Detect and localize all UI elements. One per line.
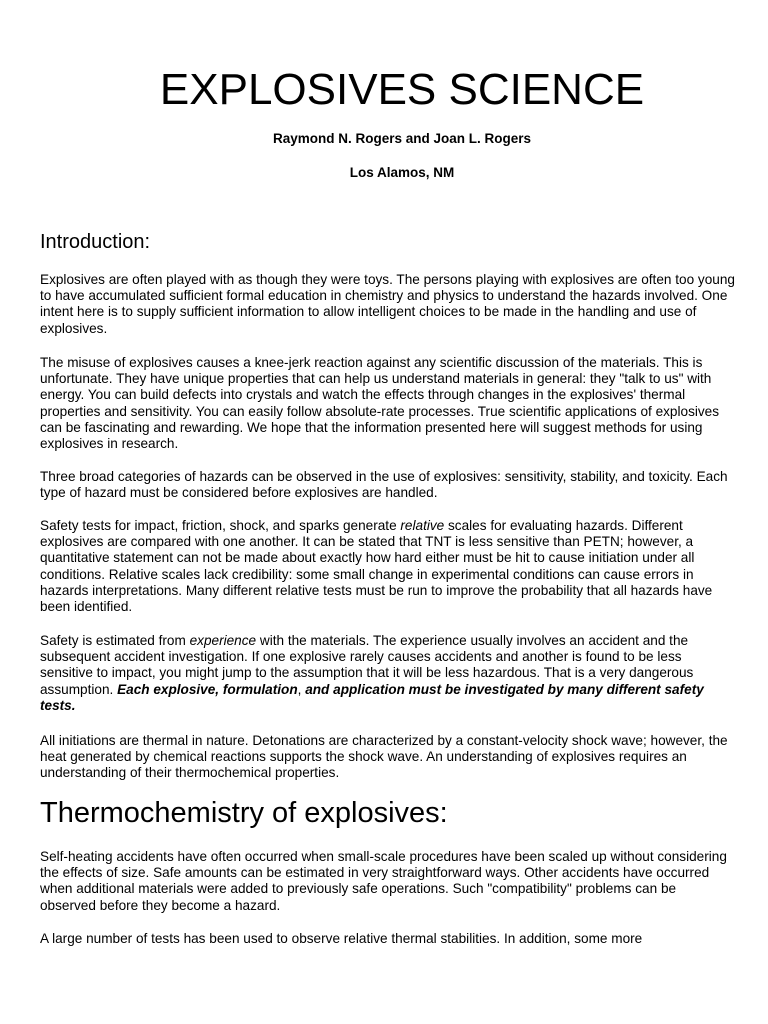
paragraph-text: Explosives are often played with as though they were toys. The persons playing with explosives are often too young to have accumulated sufficient formal education in chemistry and physics to understand the hazards involved. One intent here is to supply sufficient information to allow intelligent choices to be made in the handling and use of explosives. xyxy=(40,272,735,336)
paragraph xyxy=(40,633,735,714)
text-span: , xyxy=(297,681,306,697)
introduction-heading: Introduction: xyxy=(40,231,151,253)
document-title: EXPLOSIVES SCIENCE xyxy=(159,65,645,114)
text-span: with the materials. The experience usually involves an accident and the subsequent accident investigation. If one explosive rarely causes accidents and another is found to be less sensitive to impact, you might jump to the assumption that it will be less hazardous. That is a very dangerous assumption. xyxy=(40,633,694,697)
paragraph-text: Self-heating accidents have often occurred when small-scale procedures have been scaled up without considering the effects of size. Safe amounts can be estimated in very straightforward ways. Other accidents have occurred when additional materials were added to previously safe operations. Such "compatibility" problems can be observed before they become a hazard. xyxy=(40,849,727,913)
text-span: Safety is estimated from xyxy=(40,633,190,648)
paragraph-text: All initiations are thermal in nature. Detonations are characterized by a constant-velocity shock wave; however, the heat generated by chemical reactions supports the shock wave. An understanding of explosives requires an understanding of their thermochemical properties. xyxy=(40,733,728,781)
paragraph xyxy=(40,355,735,452)
bold-italic-emphasis: Each explosive, formulation xyxy=(117,681,298,697)
paragraph xyxy=(40,272,735,337)
thermochemistry-heading: Thermochemistry of explosives: xyxy=(40,797,448,829)
italic-emphasis: experience xyxy=(189,633,257,648)
location-line: Los Alamos, NM xyxy=(349,165,455,180)
authors-line: Raymond N. Rogers and Joan L. Rogers xyxy=(272,131,532,146)
text-span: Safety tests for impact, friction, shock, and sparks generate xyxy=(40,518,401,533)
paragraph-text: Three broad categories of hazards can be observed in the use of explosives: sensitivity, stability, and toxicity. Each type of hazard must be considered before explosives are handled. xyxy=(40,469,728,501)
paragraph-text: The misuse of explosives causes a knee-jerk reaction against any scientific discussion of the materials. This is unfortunate. They have unique properties that can help us understand materials in general: they "talk to us" with energy. You can build defects into crystals and watch the effects through changes in the explosives' thermal properties and sensitivity. You can easily follow absolute-rate processes. True scientific applications of explosives can be fascinating and rewarding. We hope that the information presented here will suggest methods for using explosives in research. xyxy=(40,355,720,452)
paragraph-text xyxy=(40,633,735,714)
paragraph xyxy=(40,931,735,947)
paragraph xyxy=(40,518,735,615)
paragraph xyxy=(40,469,735,501)
paragraph-text xyxy=(40,518,735,615)
text-span: scales for evaluating hazards. Different explosives are compared with one another. It can be stated that TNT is less sensitive than PETN; however, a quantitative statement can not be made about exactly how hard either must be hit to cause initiation under all conditions. Relative scales lack credibility: some small change in experimental conditions can cause errors in hazards interpretations. Many different relative tests must be run to improve the probability that all hazards have been identified. xyxy=(40,518,713,615)
paragraph-text: A large number of tests has been used to observe relative thermal stabilities. In addition, some more xyxy=(40,931,643,946)
italic-emphasis: relative xyxy=(400,518,445,533)
bold-italic-emphasis: and application must be investigated by many different safety tests. xyxy=(40,681,704,713)
paragraph xyxy=(40,849,735,914)
paragraph xyxy=(40,733,735,782)
